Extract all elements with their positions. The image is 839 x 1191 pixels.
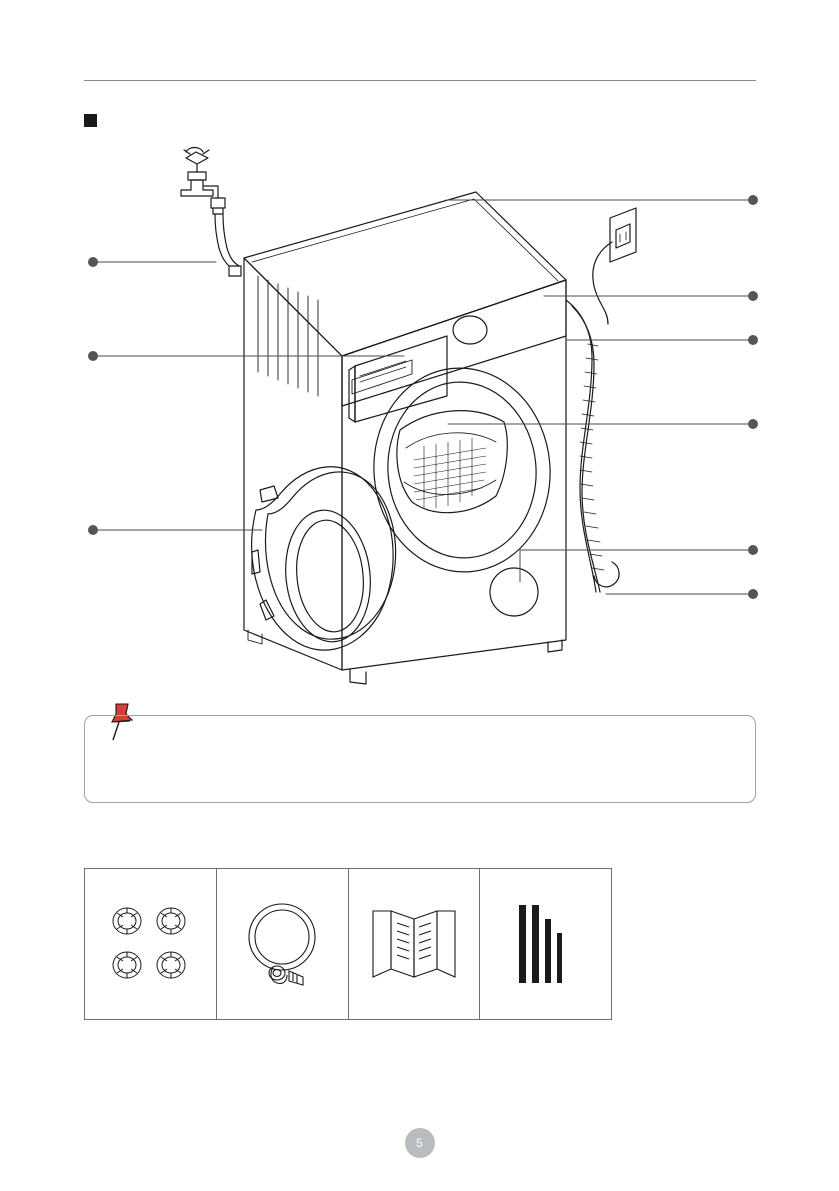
drain-filter-cover — [490, 568, 538, 616]
accessory-cell-inlet-hose — [217, 869, 349, 1019]
accessory-cell-transit-bolt-caps — [85, 869, 217, 1019]
inlet-hose-line — [215, 214, 229, 266]
note-box — [84, 715, 756, 803]
washing-machine-diagram — [0, 130, 839, 690]
foot-left — [350, 670, 366, 684]
section-heading — [84, 114, 107, 127]
drum-texture — [414, 438, 486, 508]
page-number: 5 — [405, 1128, 435, 1158]
control-panel — [342, 280, 566, 406]
door-opening-outer — [365, 361, 558, 580]
accessory-cell-user-manual — [349, 869, 481, 1019]
accessories-table — [84, 868, 612, 1020]
drain-hose — [566, 300, 619, 592]
machine-front — [342, 280, 566, 670]
water-tap — [181, 148, 225, 215]
machine-top — [244, 192, 566, 356]
callout-leaders — [88, 195, 758, 599]
door-opening-inner — [381, 376, 544, 564]
control-knob — [453, 316, 487, 344]
square-bullet-icon — [84, 114, 97, 127]
header-divider — [84, 80, 756, 81]
power-socket — [610, 208, 636, 262]
inlet-hose-connector — [229, 266, 241, 276]
accessory-cell-spanner — [480, 869, 611, 1019]
machine-door — [252, 467, 396, 650]
inlet-hose-line-2 — [223, 214, 239, 266]
power-cord — [593, 242, 612, 324]
